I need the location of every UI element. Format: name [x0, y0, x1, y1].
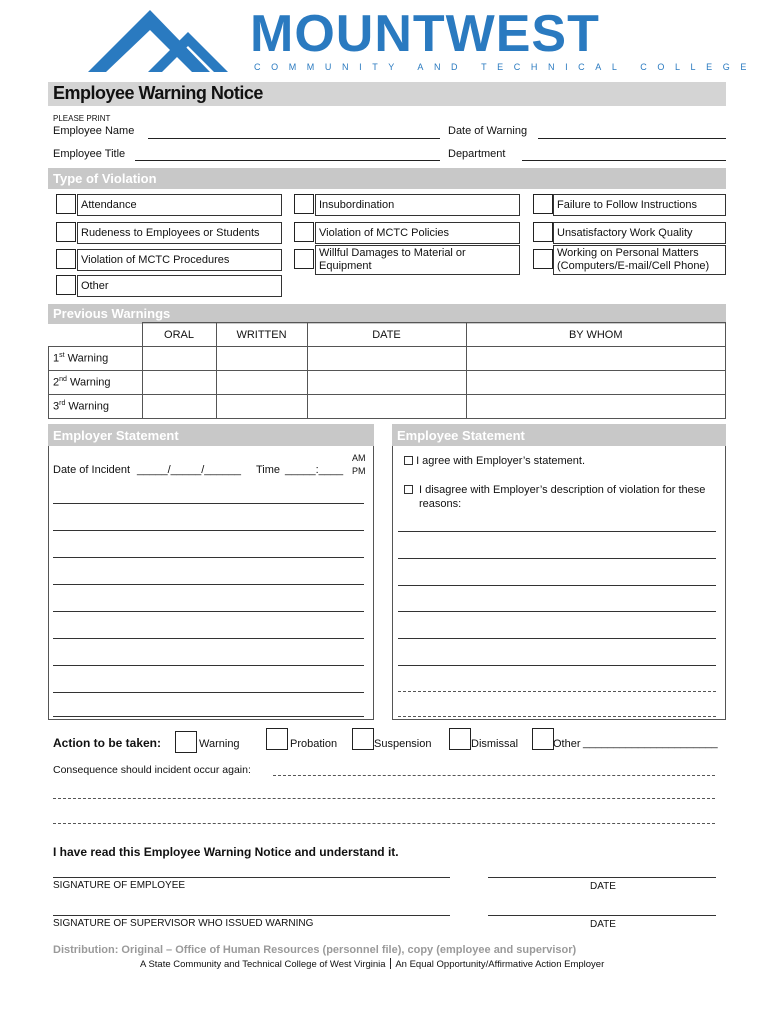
- date-of-incident-label: Date of Incident: [53, 464, 131, 476]
- option-procedures: Violation of MCTC Procedures: [77, 249, 282, 271]
- table-row: [49, 395, 726, 419]
- employer-line[interactable]: [53, 716, 364, 717]
- page-title: Employee Warning Notice: [53, 83, 263, 103]
- column-written: WRITTEN: [216, 323, 307, 347]
- department-label: Department: [448, 148, 506, 160]
- checkbox-policies[interactable]: [294, 222, 314, 242]
- table-cell[interactable]: [142, 395, 216, 419]
- table-row: [49, 371, 726, 395]
- checkbox-dismissal[interactable]: [449, 728, 471, 750]
- supervisor-date-label: DATE: [590, 919, 616, 930]
- table-cell[interactable]: [142, 347, 216, 371]
- mountain-logo-icon: [88, 8, 248, 74]
- checkbox-probation[interactable]: [266, 728, 288, 750]
- checkbox-other-action[interactable]: [532, 728, 554, 750]
- column-by-whom: BY WHOM: [466, 323, 726, 347]
- employee-line[interactable]: [398, 585, 716, 586]
- option-work-quality: Unsatisfactory Work Quality: [553, 222, 726, 244]
- checkbox-rudeness[interactable]: [56, 222, 76, 242]
- employee-signature-label: SIGNATURE OF EMPLOYEE: [53, 880, 186, 891]
- previous-warnings-table: [48, 322, 726, 419]
- employee-line[interactable]: [398, 611, 716, 612]
- employee-title-label: Employee Title: [53, 148, 126, 160]
- action-other-field[interactable]: ______________________: [583, 737, 718, 749]
- supervisor-date-line[interactable]: [488, 915, 716, 916]
- action-other: Other: [553, 738, 581, 750]
- employee-statement-box: [392, 424, 726, 720]
- supervisor-signature-label: SIGNATURE OF SUPERVISOR WHO ISSUED WARNING: [53, 918, 314, 929]
- checkbox-suspension[interactable]: [352, 728, 374, 750]
- agree-label: I agree with Employer’s statement.: [416, 455, 586, 467]
- employee-line[interactable]: [398, 665, 716, 666]
- distribution-note: Distribution: Original – Office of Human Resources (personnel file), copy (employee and supervisor): [53, 944, 577, 956]
- department-field[interactable]: [522, 160, 726, 161]
- row-label: 2nd Warning: [49, 371, 143, 395]
- employee-date-label: DATE: [590, 881, 616, 892]
- employee-line[interactable]: [398, 558, 716, 559]
- table-cell[interactable]: [307, 395, 466, 419]
- footer-line-2: An Equal Opportunity/Affirmative Action Employer: [395, 959, 605, 970]
- time-field[interactable]: _____:____: [285, 464, 344, 476]
- option-willful-damages: Willful Damages to Material or Equipment: [315, 245, 520, 275]
- consequence-line[interactable]: [53, 798, 715, 799]
- table-cell[interactable]: [466, 371, 726, 395]
- brand-tagline: COMMUNITY AND TECHNICAL COLLEGE: [254, 62, 757, 72]
- option-other-violation: Other: [77, 275, 282, 297]
- action-dismissal: Dismissal: [471, 738, 519, 750]
- table-cell[interactable]: [216, 371, 307, 395]
- employer-line[interactable]: [53, 530, 364, 531]
- please-print-note: PLEASE PRINT: [53, 114, 111, 123]
- employee-line[interactable]: [398, 531, 716, 532]
- employee-name-field[interactable]: [148, 138, 440, 139]
- option-attendance: Attendance: [77, 194, 282, 216]
- disagree-checkbox[interactable]: [404, 485, 413, 494]
- option-insubordination: Insubordination: [315, 194, 520, 216]
- time-label: Time: [256, 464, 281, 476]
- action-suspension: Suspension: [374, 738, 432, 750]
- option-failure-instructions: Failure to Follow Instructions: [553, 194, 726, 216]
- employer-line[interactable]: [53, 611, 364, 612]
- brand-name: MOUNTWEST: [250, 5, 600, 63]
- employer-line[interactable]: [53, 665, 364, 666]
- employee-date-line[interactable]: [488, 877, 716, 878]
- agree-checkbox[interactable]: [404, 456, 413, 465]
- table-corner-cell: [49, 323, 143, 347]
- consequence-line[interactable]: [273, 775, 715, 776]
- column-oral: ORAL: [142, 323, 216, 347]
- row-label: 3rd Warning: [49, 395, 143, 419]
- table-cell[interactable]: [142, 371, 216, 395]
- footer-line-1: A State Community and Technical College of West Virginia: [140, 959, 386, 970]
- employee-statement-header: Employee Statement: [397, 428, 525, 443]
- option-rudeness: Rudeness to Employees or Students: [77, 222, 282, 244]
- checkbox-willful-damages[interactable]: [294, 249, 314, 269]
- employee-title-field[interactable]: [135, 160, 440, 161]
- checkbox-insubordination[interactable]: [294, 194, 314, 214]
- column-date: DATE: [307, 323, 466, 347]
- action-probation: Probation: [290, 738, 338, 750]
- footer-divider: [390, 958, 391, 969]
- row-label: 1st Warning: [49, 347, 143, 371]
- checkbox-work-quality[interactable]: [533, 222, 553, 242]
- disagree-label: I disagree with Employer’s description of violation for these reasons:: [419, 484, 706, 510]
- employee-line[interactable]: [398, 638, 716, 639]
- checkbox-personal-matters[interactable]: [533, 249, 553, 269]
- checkbox-procedures[interactable]: [56, 249, 76, 269]
- checkbox-warning[interactable]: [175, 731, 197, 753]
- supervisor-signature-line[interactable]: [53, 915, 450, 916]
- employee-line[interactable]: [398, 716, 716, 717]
- am-option[interactable]: AM: [352, 453, 366, 463]
- date-of-warning-field[interactable]: [538, 138, 726, 139]
- checkbox-failure-instructions[interactable]: [533, 194, 553, 214]
- employee-signature-line[interactable]: [53, 877, 450, 878]
- table-cell[interactable]: [466, 347, 726, 371]
- checkbox-attendance[interactable]: [56, 194, 76, 214]
- date-of-incident-field[interactable]: _____/_____/______: [137, 464, 241, 476]
- footer-line: [140, 958, 604, 970]
- employer-line[interactable]: [53, 638, 364, 639]
- action-label: Action to be taken:: [53, 736, 162, 750]
- employer-statement-header: Employer Statement: [53, 428, 179, 443]
- table-header-row: [49, 323, 726, 347]
- pm-option[interactable]: PM: [352, 466, 366, 476]
- date-of-warning-label: Date of Warning: [448, 125, 528, 137]
- agree-option[interactable]: [404, 455, 585, 467]
- previous-warnings-header: Previous Warnings: [53, 306, 171, 321]
- consequence-label: Consequence should incident occur again:: [53, 764, 251, 776]
- logo: [88, 5, 757, 74]
- employer-line[interactable]: [53, 557, 364, 558]
- consequence-line[interactable]: [53, 823, 715, 824]
- table-cell[interactable]: [466, 395, 726, 419]
- table-cell[interactable]: [216, 347, 307, 371]
- employer-line[interactable]: [53, 503, 364, 504]
- acknowledgement: I have read this Employee Warning Notice and understand it.: [53, 845, 399, 859]
- table-cell[interactable]: [307, 347, 466, 371]
- table-cell[interactable]: [307, 371, 466, 395]
- employee-line[interactable]: [398, 691, 716, 692]
- employee-name-label: Employee Name: [53, 125, 135, 137]
- table-row: [49, 347, 726, 371]
- action-warning: Warning: [199, 738, 240, 750]
- employer-line[interactable]: [53, 692, 364, 693]
- table-cell[interactable]: [216, 395, 307, 419]
- employer-line[interactable]: [53, 584, 364, 585]
- checkbox-other-violation[interactable]: [56, 275, 76, 295]
- option-personal-matters: Working on Personal Matters (Computers/E-mail/Cell Phone): [553, 245, 726, 275]
- option-policies: Violation of MCTC Policies: [315, 222, 520, 244]
- violation-header: Type of Violation: [53, 171, 157, 186]
